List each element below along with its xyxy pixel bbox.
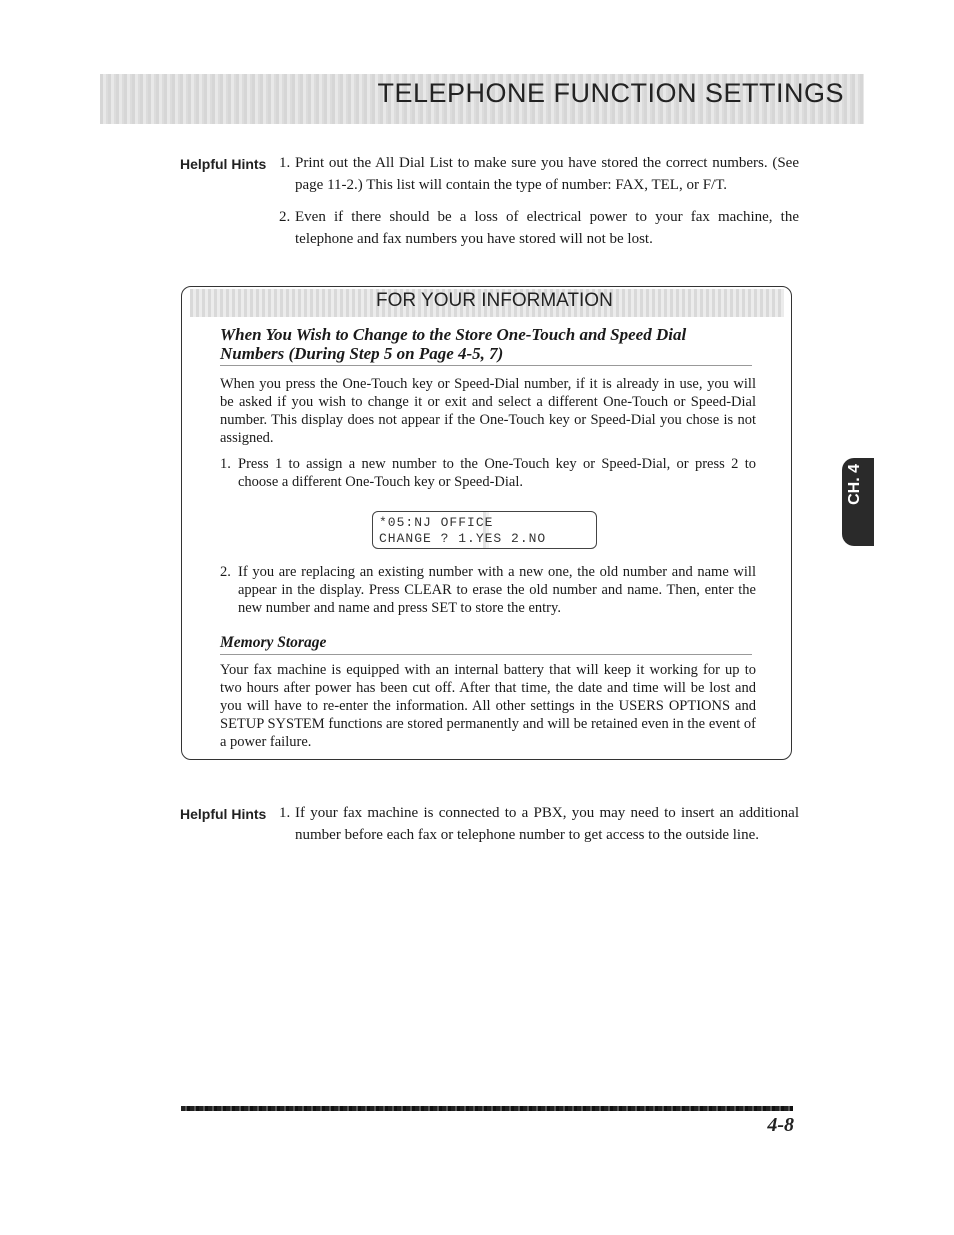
memory-storage-heading: Memory Storage — [220, 633, 752, 655]
chapter-tab-label: CH. 4 — [846, 464, 863, 505]
hint-number: 1. — [279, 805, 291, 821]
page-title: TELEPHONE FUNCTION SETTINGS — [377, 78, 844, 108]
intro-paragraph: When you press the One-Touch key or Speed-Dial number, if it is already in use, you will be asked if you wish to change it or exit and select a different One-Touch or Speed-Dial number. This display does not appear if the One-Touch key or Speed-Dial you chose is not assigned. — [220, 376, 756, 446]
section-heading: When You Wish to Change to the Store One-Touch and Speed Dial Numbers (During Step 5 on Page 4-5, 7) — [220, 325, 752, 366]
information-title: FOR YOUR INFORMATION — [376, 290, 613, 311]
footer-rule — [181, 1106, 793, 1111]
memory-storage-paragraph: Your fax machine is equipped with an internal battery that will keep it working for up to two hours after power has been cut off. After that time, the date and time will be lost and you will have to re-enter the information. All other settings in the USERS OPTIONS and SETUP SYSTEM functions are stored permanently and will be retained even in the event of a power failure. — [220, 662, 756, 750]
hint-number: 1. — [279, 155, 291, 171]
lcd-line-2: CHANGE ? 1.YES 2.NO — [379, 531, 547, 546]
hint-item — [279, 206, 799, 250]
step-number: 1. — [220, 456, 231, 472]
step-number: 2. — [220, 564, 231, 580]
hint-item — [279, 152, 799, 196]
step-item — [220, 455, 756, 491]
hint-text: Print out the All Dial List to make sure you have stored the correct numbers. (See page 11-2.) This list will contain the type of number: FAX, TEL, or F/T. — [295, 155, 799, 193]
hint-text: Even if there should be a loss of electrical power to your fax machine, the telephone and fax numbers you have stored will not be lost. — [295, 209, 799, 247]
hint-number: 2. — [279, 209, 291, 225]
hint-text: If your fax machine is connected to a PBX, you may need to insert an additional number before each fax or telephone number to get access to the outside line. — [295, 805, 799, 843]
lcd-line-1: *05:NJ OFFICE — [379, 515, 494, 530]
step-text: Press 1 to assign a new number to the One-Touch key or Speed-Dial, or press 2 to choose a different One-Touch key or Speed-Dial. — [238, 456, 756, 490]
hint-item — [279, 802, 799, 846]
information-banner — [190, 289, 784, 317]
step-text: If you are replacing an existing number with a new one, the old number and name will appear in the display. Press CLEAR to erase the old number and name. Then, enter the new number and name and press SET to store the entry. — [238, 564, 756, 616]
page-header-banner — [100, 74, 864, 124]
lcd-display — [372, 511, 597, 549]
chapter-tab — [842, 458, 874, 546]
helpful-hints-label: Helpful Hints — [180, 156, 267, 172]
step-item — [220, 563, 756, 617]
page-number: 4-8 — [767, 1114, 794, 1136]
helpful-hints-label: Helpful Hints — [180, 806, 267, 822]
information-box — [181, 286, 792, 760]
